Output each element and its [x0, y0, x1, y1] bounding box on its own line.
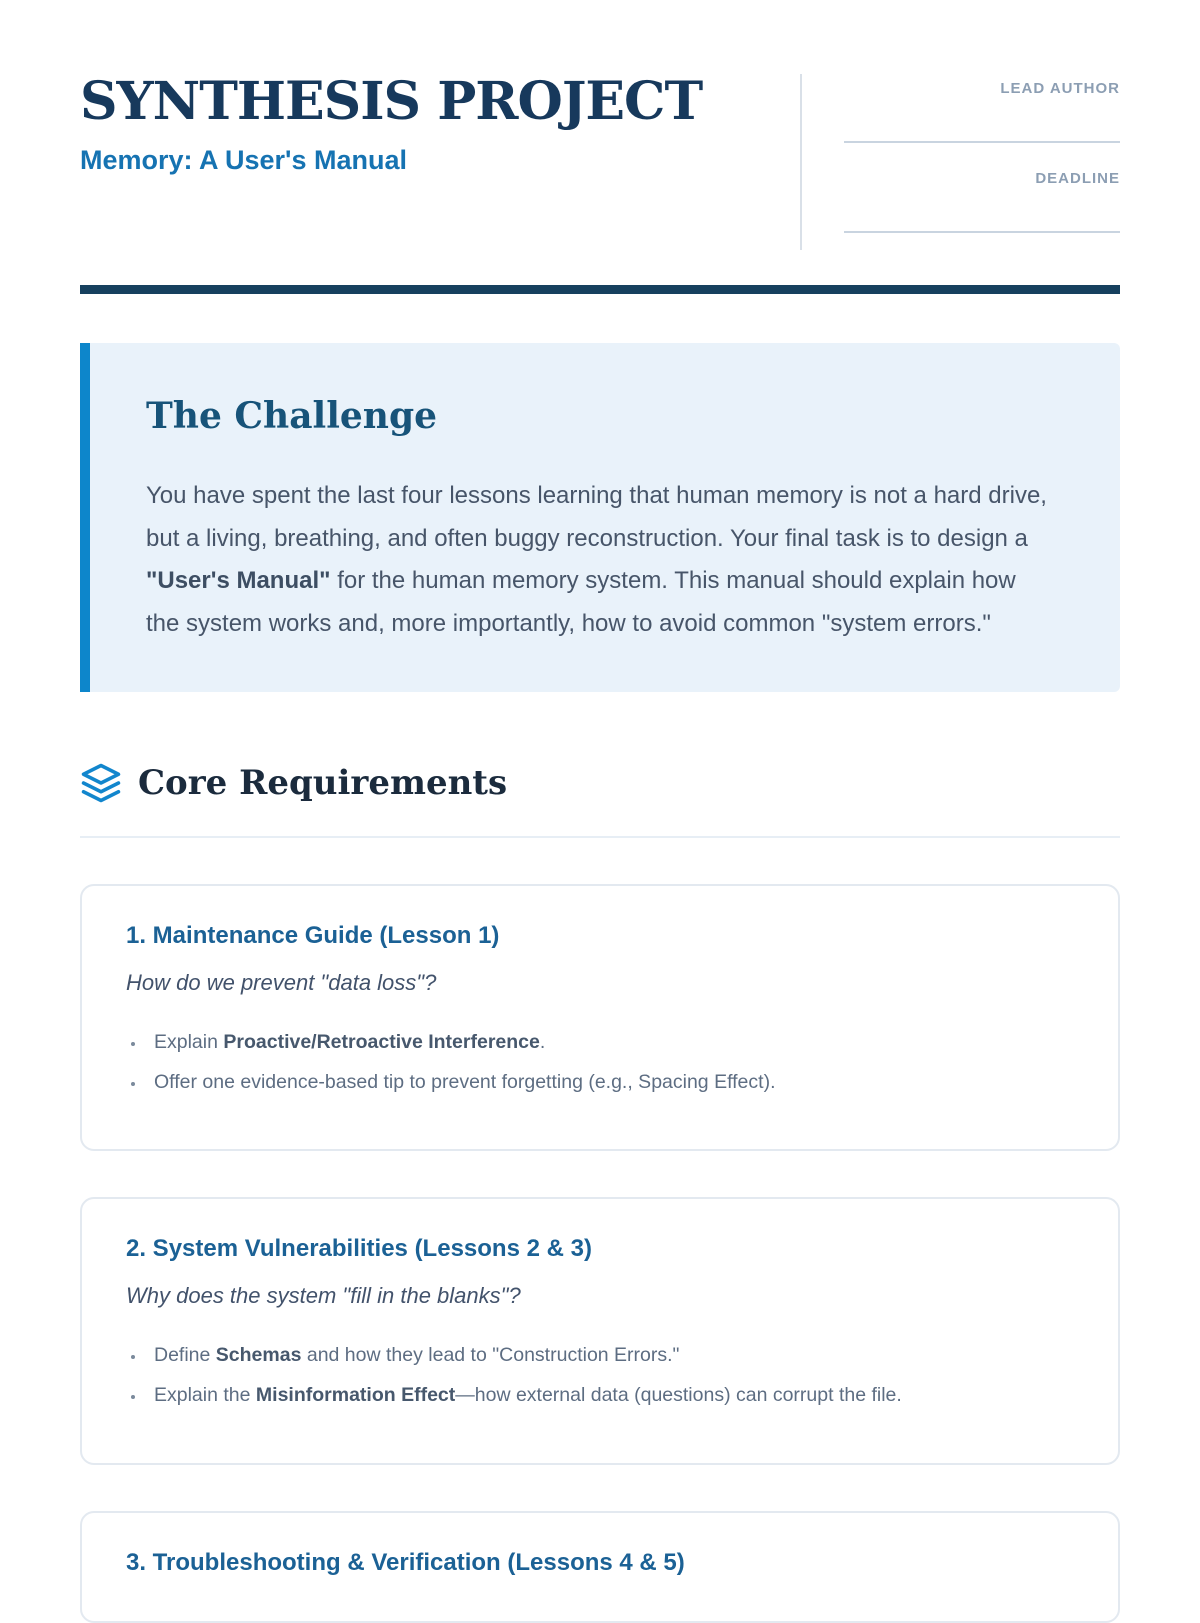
card-title: 2. System Vulnerabilities (Lessons 2 & 3)	[126, 1235, 592, 1263]
core-requirements-heading	[80, 762, 1120, 804]
page-subtitle: Memory: A User's Manual	[80, 145, 408, 176]
challenge-text-segment: You have spent the last four lessons learning that human memory is not a hard drive, but a living, breathing, and often buggy reconstruction. Your final task is to design a	[146, 482, 1047, 552]
challenge-paragraph	[146, 475, 1050, 646]
layers-icon	[80, 762, 122, 804]
header-rule	[80, 285, 1120, 294]
bullet-item: • Define Schemas and how they lead to "Construction Errors."	[146, 1339, 1074, 1372]
deadline-field	[844, 170, 1120, 233]
card-question: How do we prevent "data loss"?	[126, 969, 437, 995]
core-requirements-section	[80, 762, 1120, 1623]
requirement-card-2	[80, 1197, 1120, 1465]
card-title: 3. Troubleshooting & Verification (Lessons 4 & 5)	[126, 1548, 685, 1576]
lead-author-field	[844, 80, 1120, 143]
requirement-card-1	[80, 884, 1120, 1152]
card-bullet-list	[126, 1339, 1074, 1412]
core-requirements-heading-label: Core Requirements	[138, 762, 508, 803]
challenge-bold-segment: "User's Manual"	[146, 567, 331, 595]
section-divider	[80, 836, 1120, 838]
page-title: SYNTHESIS PROJECT	[80, 71, 703, 132]
deadline-blank-line	[844, 231, 1120, 233]
card-title: 1. Maintenance Guide (Lesson 1)	[126, 921, 500, 949]
title-block	[80, 71, 703, 176]
header-fields	[800, 74, 1120, 250]
card-question: Why does the system "fill in the blanks"?	[126, 1283, 521, 1309]
card-bullet-list	[126, 1026, 1074, 1099]
header	[80, 71, 1120, 250]
bullet-item: • Explain Proactive/Retroactive Interference.	[146, 1026, 1074, 1059]
challenge-callout	[80, 343, 1120, 692]
lead-author-label: LEAD AUTHOR	[1000, 80, 1120, 97]
bullet-item: • Explain the Misinformation Effect—how external data (questions) can corrupt the file.	[146, 1379, 1074, 1412]
challenge-heading: The Challenge	[146, 395, 438, 437]
bullet-item: • Offer one evidence-based tip to prevent forgetting (e.g., Spacing Effect).	[146, 1066, 1074, 1099]
challenge-text-segment: for the human memory system. This manual should explain how the system works and, more importantly, how to avoid common "system errors."	[146, 567, 1016, 638]
deadline-label: DEADLINE	[1035, 170, 1120, 187]
requirement-card-3	[80, 1511, 1120, 1623]
lead-author-blank-line	[844, 141, 1120, 143]
